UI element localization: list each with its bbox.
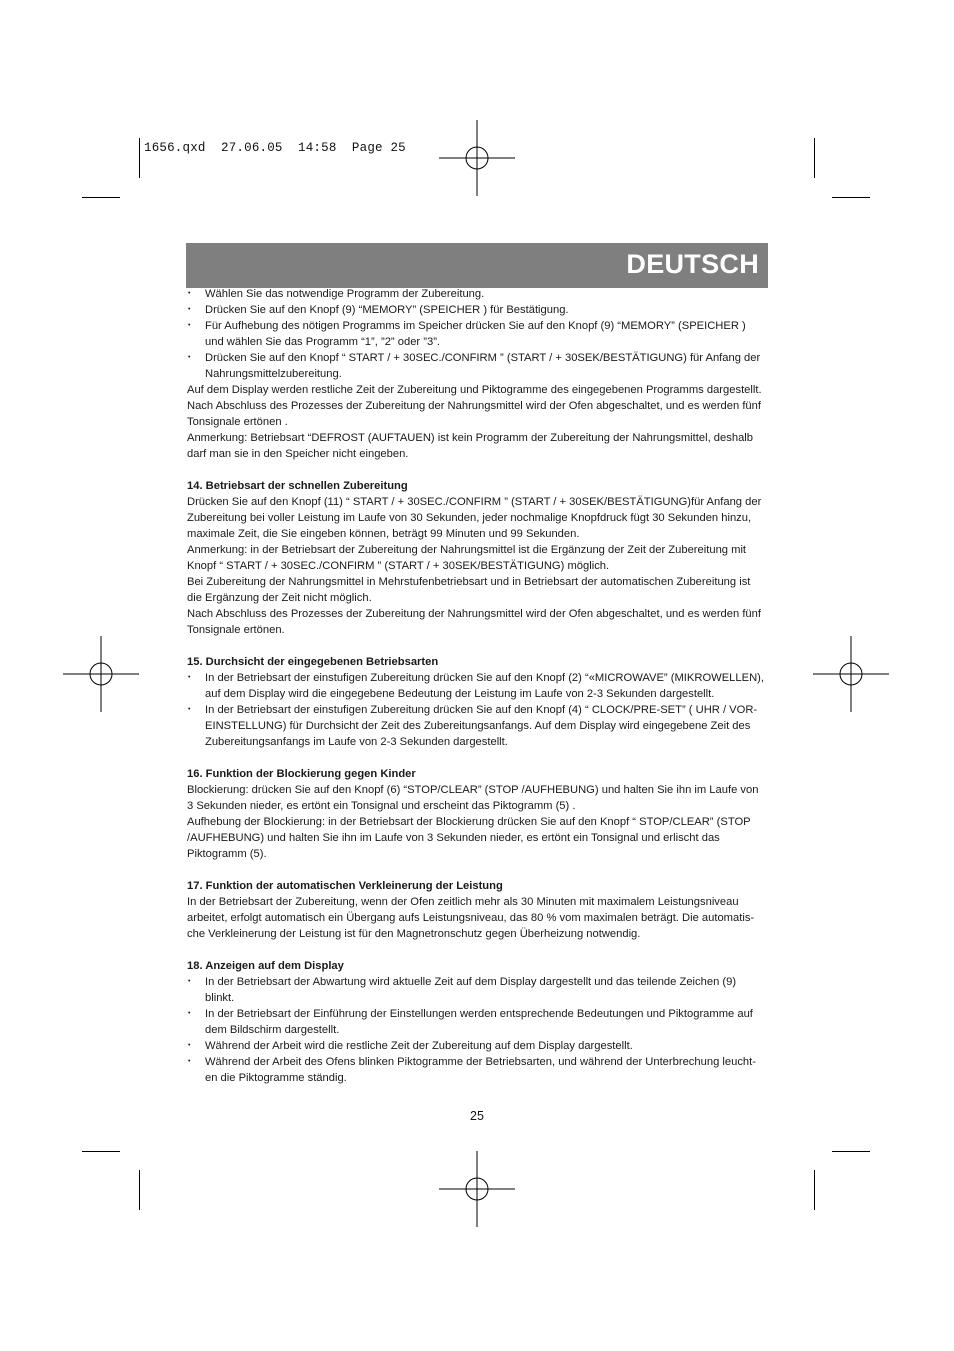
bullet-list <box>187 974 765 1086</box>
paragraph: Drücken Sie auf den Knopf (11) “ START / + 30SEC./CONFIRM ” (START / + 30SEK/BESTÄTIGUNG)für Anfang der Zubereitung bei voller Leistung im Laufe von 30 Sekunden, jeder nochmalige Knopfdruck fügt 30 Sekunden hinzu, maximale Zeit, die Sie eingeben können, beträgt 99 Minuten und 99 Sekunden. <box>187 496 762 540</box>
crop-mark <box>832 1151 870 1152</box>
paragraph: Bei Zubereitung der Nahrungsmittel in Mehrstufenbetriebsart und in Betriebsart der automatischen Zubereitung ist die Ergänzung der Zeit nicht möglich. <box>187 576 751 604</box>
registration-mark-icon <box>813 636 889 712</box>
section-heading: 18. Anzeigen auf dem Display <box>187 960 344 972</box>
section-heading: 14. Betriebsart der schnellen Zubereitung <box>187 480 408 492</box>
registration-mark-icon <box>63 636 139 712</box>
crop-mark <box>832 197 870 198</box>
list-item: • Während der Arbeit wird die restliche Zeit der Zubereitung auf dem Display dargestellt. <box>187 1038 765 1054</box>
list-item: • Für Aufhebung des nötigen Programms im Speicher drücken Sie auf den Knopf (9) “MEMORY” (SPEICHER ) und wählen Sie das Programm “1”, ”2” oder ”3”. <box>187 318 765 350</box>
section-heading: 16. Funktion der Blockierung gegen Kinder <box>187 768 416 780</box>
list-item: • Während der Arbeit des Ofens blinken Piktogramme der Betriebsarten, und während der Unterbrechung leucht-en die Piktogramme ständig. <box>187 1054 765 1086</box>
print-slug-line: 1656.qxd 27.06.05 14:58 Page 25 <box>144 141 406 155</box>
page-number: 25 <box>470 1109 484 1123</box>
paragraph: Anmerkung: Betriebsart “DEFROST (AUFTAUEN) ist kein Programm der Zubereitung der Nahrungsmittel, deshalb darf man sie in den Speicher nicht eingeben. <box>187 432 753 460</box>
paragraph: Auf dem Display werden restliche Zeit der Zubereitung und Piktogramme des eingegebenen Programms dargestellt. <box>187 384 762 396</box>
page-body <box>187 286 765 1086</box>
paragraph: In der Betriebsart der Zubereitung, wenn der Ofen zeitlich mehr als 30 Minuten mit maximalem Leistungsniveau arbeitet, erfolgt automatisch ein Übergang aufs Leistungsniveau, das 80 % vom maximalen beträgt. Die automatis-che Verkleinerung der Leistung ist für den Magnetronschutz gegen Überheizung notwendig. <box>187 896 755 940</box>
bullet-list <box>187 670 765 750</box>
list-item: • Wählen Sie das notwendige Programm der Zubereitung. <box>187 286 765 302</box>
crop-mark <box>82 1151 120 1152</box>
paragraph: Nach Abschluss des Prozesses der Zubereitung der Nahrungsmittel wird der Ofen abgeschaltet, und es werden fünf Tonsignale ertönen. <box>187 608 761 636</box>
list-item: • In der Betriebsart der Einführung der Einstellungen werden entsprechende Bedeutungen und Piktogramme auf dem Bildschirm dargestellt. <box>187 1006 765 1038</box>
paragraph: Blockierung: drücken Sie auf den Knopf (6) “STOP/CLEAR” (STOP /AUFHEBUNG) und halten Sie ihn im Laufe von 3 Sekunden nieder, es ertönt ein Tonsignal und erscheint das Piktogramm (5) . <box>187 784 759 812</box>
paragraph: Nach Abschluss des Prozesses der Zubereitung der Nahrungsmittel wird der Ofen abgeschaltet, und es werden fünf Tonsignale ertönen . <box>187 400 761 428</box>
section-heading: 15. Durchsicht der eingegebenen Betriebsarten <box>187 656 439 668</box>
registration-mark-icon <box>439 120 515 196</box>
crop-mark <box>139 138 140 178</box>
language-banner-title: DEUTSCH <box>626 249 759 279</box>
crop-mark <box>82 197 120 198</box>
list-item: • Drücken Sie auf den Knopf “ START / + 30SEC./CONFIRM ” (START / + 30SEK/BESTÄTIGUNG) für Anfang der Nahrungsmittelzubereitung. <box>187 350 765 382</box>
paragraph: Anmerkung: in der Betriebsart der Zubereitung der Nahrungsmittel ist die Ergänzung der Zeit der Zubereitung mit Knopf “ START / + 30SEC./CONFIRM ” (START / + 30SEK/BESTÄTIGUNG) möglich. <box>187 544 747 572</box>
intro-bullet-list <box>187 286 765 382</box>
crop-mark <box>814 138 815 178</box>
language-banner <box>186 243 768 288</box>
list-item: • In der Betriebsart der einstufigen Zubereitung drücken Sie auf den Knopf (2) “«MICROWAVE” (MIKROWELLEN), auf dem Display wird die eingegebene Bedeutung der Leistung im Laufe von 2-3 Sekunden dargestellt. <box>187 670 765 702</box>
crop-mark <box>814 1170 815 1210</box>
list-item: • Drücken Sie auf den Knopf (9) “MEMORY” (SPEICHER ) für Bestätigung. <box>187 302 765 318</box>
paragraph: Aufhebung der Blockierung: in der Betriebsart der Blockierung drücken Sie auf den Knopf “ STOP/CLEAR” (STOP /AUFHEBUNG) und halten Sie ihn im Laufe von 3 Sekunden nieder, es ertönt ein Tonsignal und erlischt das Piktogramm (5). <box>187 816 751 860</box>
list-item: • In der Betriebsart der einstufigen Zubereitung drücken Sie auf den Knopf (4) “ CLOCK/PRE-SET” ( UHR / VOR-EINSTELLUNG) für Durchsicht der Zeit des Zubereitungsanfangs. Auf dem Display wird eingegebene Zeit des Zubereitungsanfangs im Laufe von 2-3 Sekunden dargestellt. <box>187 702 765 750</box>
list-item: • In der Betriebsart der Abwartung wird aktuelle Zeit auf dem Display dargestellt und das teilende Zeichen (9) blinkt. <box>187 974 765 1006</box>
section-heading: 17. Funktion der automatischen Verkleinerung der Leistung <box>187 880 503 892</box>
registration-mark-icon <box>439 1151 515 1227</box>
crop-mark <box>139 1170 140 1210</box>
